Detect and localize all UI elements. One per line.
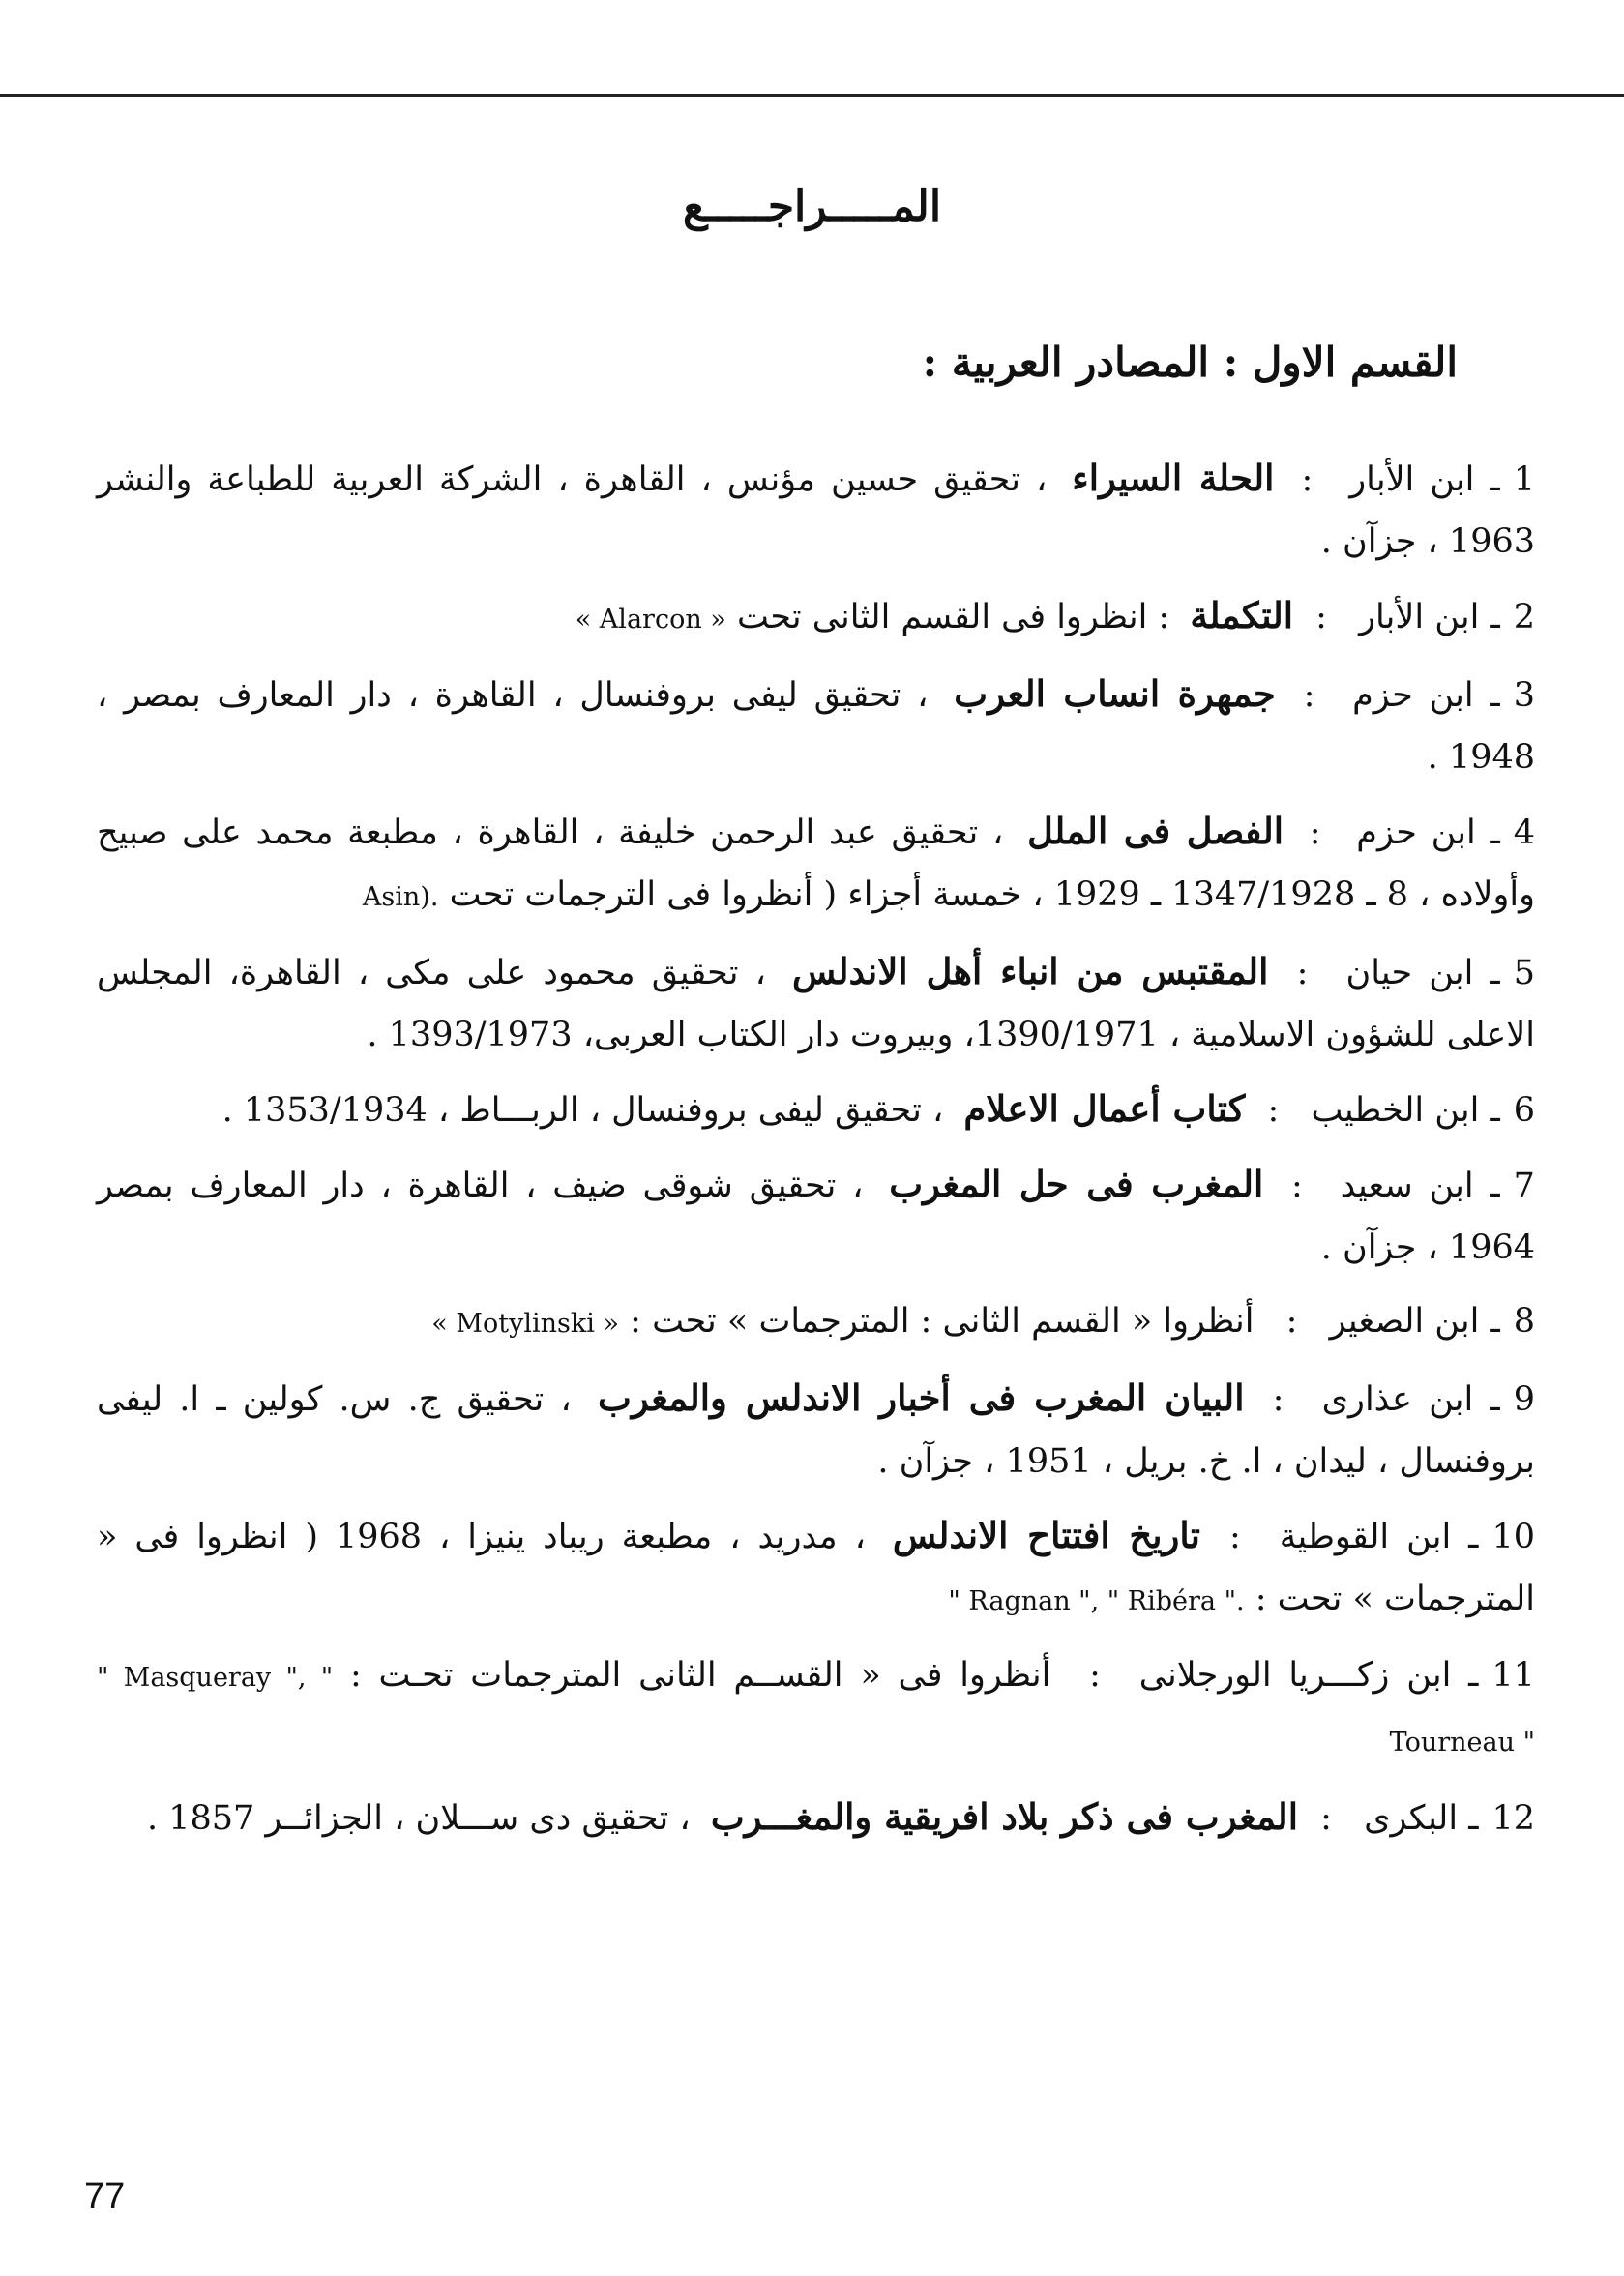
- entry-details: ، تحقيق ليفى بروفنسال ، الربـــاط ، 1353/1934 .: [221, 1091, 944, 1130]
- entry-latin-reference: « Motylinski »: [431, 1309, 620, 1339]
- reference-entry: 4ـ ابن حزم : الفصل فى الملل ، تحقيق عبد الرحمن خليفة ، القاهرة ، مطبعة محمد على صبيح وأولاده ، 8 ـ 1347/1928 ـ 1929 ، خمسة أجزاء ( أنظروا فى الترجمات تحت Asin).: [97, 810, 1535, 914]
- entry-details: أنظروا فى « القســم الثانى المترجمات تحـت :: [349, 1656, 1051, 1695]
- entry-latin-reference: " Ragnan ", " Ribéra ".: [948, 1586, 1245, 1616]
- entry-number: 5: [1513, 954, 1535, 992]
- section-heading: القسم الاول : المصادر العربية :: [922, 339, 1458, 386]
- entry-number: 7: [1513, 1167, 1535, 1205]
- reference-entry: 12ـ البكرى : المغرب فى ذكر بلاد افريقية والمغـــرب ، تحقيق دى ســـلان ، الجزائــر 1857 .: [146, 1795, 1535, 1838]
- reference-entry: 3ـ ابن حزم : جمهرة انساب العرب ، تحقيق ليفى بروفنسال ، القاهرة ، دار المعارف بمصر ، 1948 .: [97, 672, 1535, 777]
- entry-work-title: الفصل فى الملل: [1027, 810, 1284, 852]
- entry-work-title: المقتبس من انباء أهل الاندلس: [792, 950, 1269, 992]
- entry-work-title: المغرب فى حل المغرب: [889, 1163, 1264, 1205]
- page-number: 77: [84, 2176, 126, 2217]
- reference-entry: 2ـ ابن الأبار : التكملة : انظروا فى القسم الثانى تحت « Alarcon »: [575, 594, 1535, 636]
- entry-number: 11: [1491, 1656, 1535, 1695]
- entry-author: ابن الخطيب: [1311, 1091, 1480, 1130]
- page-title: المـــــراجـــــع: [682, 182, 942, 231]
- entry-number: 10: [1491, 1518, 1535, 1556]
- entry-author: ابن حزم: [1352, 676, 1474, 715]
- entry-number: 8: [1513, 1302, 1535, 1341]
- entry-separator: :: [1285, 1302, 1298, 1341]
- reference-entry: 10ـ ابن القوطية : تاريخ افتتاح الاندلس ، مدريد ، مطبعة ريباد ينيزا ، 1968 ( انظروا فى « المترجمات » تحت : " Ragnan ", " Ribéra ".: [97, 1514, 1535, 1618]
- entry-latin-reference: Asin).: [362, 882, 439, 912]
- entry-details: : انظروا فى القسم الثانى تحت: [736, 598, 1170, 636]
- entry-number: 12: [1491, 1799, 1535, 1838]
- entry-work-title: جمهرة انساب العرب: [954, 672, 1276, 715]
- entry-details: أنظروا « القسم الثانى : المترجمات » تحت :: [630, 1302, 1255, 1341]
- entry-author: ابن زكـــريا الورجلانى: [1138, 1656, 1452, 1695]
- entry-separator: :: [1267, 1091, 1280, 1130]
- entry-separator: :: [1296, 954, 1309, 992]
- entry-separator: :: [1315, 598, 1327, 636]
- entry-details: ، تحقيق شوقى ضيف ، القاهرة ، دار المعارف بمصر 1964 ، جزآن .: [97, 1167, 1535, 1267]
- entry-separator: :: [1303, 676, 1315, 715]
- entry-author: ابن عذارى: [1321, 1380, 1474, 1419]
- entry-work-title: تاريخ افتتاح الاندلس: [892, 1514, 1200, 1556]
- entry-separator: :: [1309, 813, 1321, 852]
- entry-work-title: البيان المغرب فى أخبار الاندلس والمغرب: [597, 1376, 1245, 1419]
- entry-author: ابن حيان: [1345, 954, 1474, 992]
- entry-details: ، تحقيق عبد الرحمن خليفة ، القاهرة ، مطبعة محمد على صبيح وأولاده ، 8 ـ 1347/1928 ـ 1929 ، خمسة أجزاء ( أنظروا فى الترجمات تحت: [97, 813, 1535, 914]
- entry-author: البكرى: [1364, 1799, 1459, 1838]
- entry-number: 6: [1513, 1091, 1535, 1130]
- reference-entry: 6ـ ابن الخطيب : كتاب أعمال الاعلام ، تحقيق ليفى بروفنسال ، الربـــاط ، 1353/1934 .: [221, 1087, 1535, 1130]
- reference-entry: 8ـ ابن الصغير : أنظروا « القسم الثانى : المترجمات » تحت : « Motylinski »: [431, 1302, 1535, 1341]
- entry-author: ابن الأبار: [1359, 598, 1480, 636]
- entry-details: ، تحقيق دى ســـلان ، الجزائــر 1857 .: [146, 1799, 691, 1838]
- entry-work-title: الحلة السيراء: [1072, 457, 1275, 499]
- entry-separator: :: [1320, 1799, 1332, 1838]
- entry-number: 1: [1513, 460, 1535, 499]
- entry-separator: :: [1228, 1518, 1241, 1556]
- entry-work-title: كتاب أعمال الاعلام: [963, 1087, 1246, 1130]
- entry-details: ، تحقيق ج. س. كولين ـ ا. ليفى بروفنسال ، ليدان ، ا. خ. بريل ، 1951 ، جزآن .: [97, 1380, 1535, 1481]
- top-rule: [0, 94, 1624, 97]
- entry-author: ابن الصغير: [1329, 1302, 1480, 1341]
- entry-number: 9: [1513, 1380, 1535, 1419]
- entry-separator: :: [1291, 1167, 1303, 1205]
- reference-entry: 5ـ ابن حيان : المقتبس من انباء أهل الاندلس ، تحقيق محمود على مكى ، القاهرة، المجلس الاعلى للشؤون الاسلامية ، 1390/1971، وبيروت دار الكتاب العربى، 1393/1973 .: [97, 950, 1535, 1054]
- reference-entry: 9ـ ابن عذارى : البيان المغرب فى أخبار الاندلس والمغرب ، تحقيق ج. س. كولين ـ ا. ليفى بروفنسال ، ليدان ، ا. خ. بريل ، 1951 ، جزآن .: [97, 1376, 1535, 1481]
- entry-number: 4: [1513, 813, 1535, 852]
- entry-details: ، تحقيق ليفى بروفنسال ، القاهرة ، دار المعارف بمصر ، 1948 .: [97, 676, 1535, 777]
- entry-details: ، مدريد ، مطبعة ريباد ينيزا ، 1968 ( انظروا فى « المترجمات » تحت :: [97, 1518, 1535, 1618]
- reference-entry: 7ـ ابن سعيد : المغرب فى حل المغرب ، تحقيق شوقى ضيف ، القاهرة ، دار المعارف بمصر 1964 ، جزآن .: [97, 1163, 1535, 1267]
- references-list: [97, 447, 1535, 1861]
- entry-details: ، تحقيق محمود على مكى ، القاهرة، المجلس الاعلى للشؤون الاسلامية ، 1390/1971، وبيروت دار الكتاب العربى، 1393/1973 .: [97, 954, 1535, 1054]
- entry-work-title: التكملة: [1190, 594, 1294, 636]
- entry-author: ابن حزم: [1356, 813, 1476, 852]
- entry-separator: :: [1089, 1656, 1101, 1695]
- entry-work-title: المغرب فى ذكر بلاد افريقية والمغـــرب: [710, 1795, 1298, 1838]
- entry-number: 2: [1513, 598, 1535, 636]
- entry-latin-reference: « Alarcon »: [575, 605, 726, 635]
- reference-entry: 1ـ ابن الأبار : الحلة السيراء ، تحقيق حسين مؤنس ، القاهرة ، الشركة العربية للطباعة والنشر 1963 ، جزآن .: [97, 457, 1535, 561]
- entry-details: ، تحقيق حسين مؤنس ، القاهرة ، الشركة العربية للطباعة والنشر 1963 ، جزآن .: [97, 460, 1535, 561]
- entry-latin-reference: " Masqueray ", " Tourneau ": [97, 1663, 1535, 1758]
- entry-author: ابن الأبار: [1349, 460, 1475, 499]
- reference-entry: 11ـ ابن زكـــريا الورجلانى : أنظروا فى « القســم الثانى المترجمات تحـت : " Masqueray ", " Tourneau ": [97, 1656, 1535, 1758]
- entry-author: ابن سعيد: [1340, 1167, 1474, 1205]
- entry-author: ابن القوطية: [1279, 1518, 1452, 1556]
- entry-number: 3: [1513, 676, 1535, 715]
- entry-separator: :: [1272, 1380, 1284, 1419]
- entry-separator: :: [1301, 460, 1314, 499]
